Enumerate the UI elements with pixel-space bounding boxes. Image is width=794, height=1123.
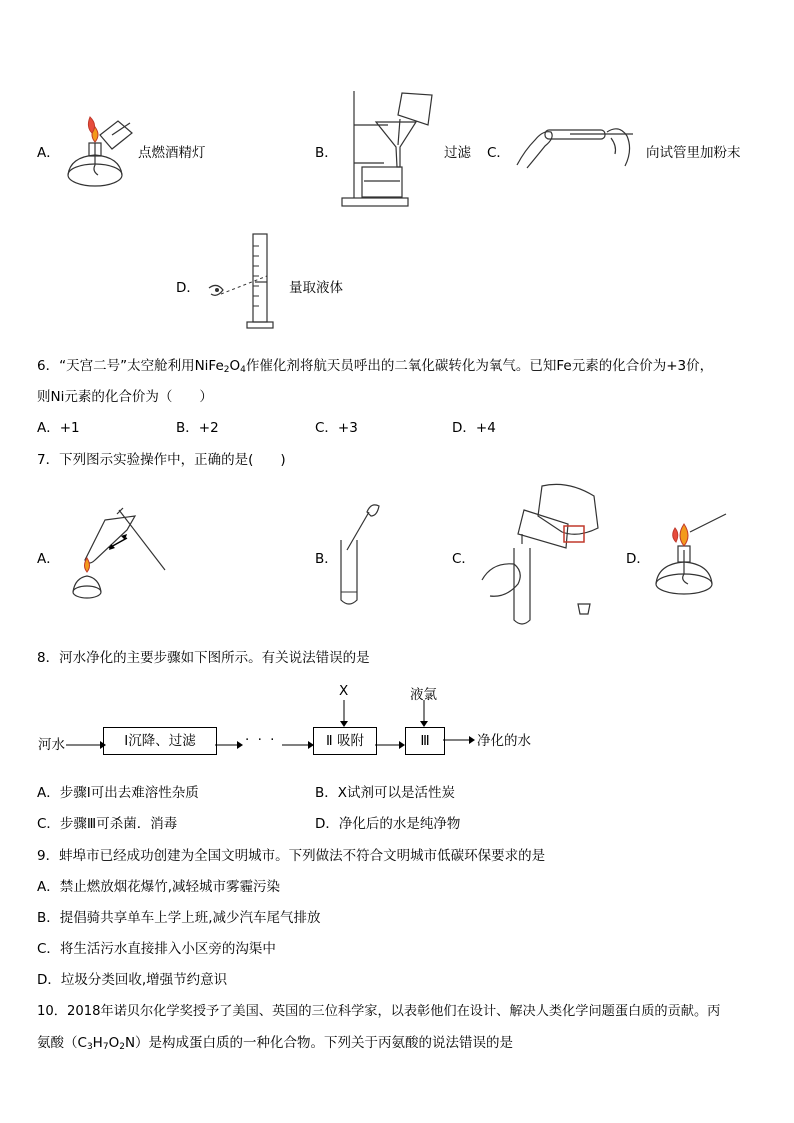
q8-stem: 8．河水净化的主要步骤如下图所示。有关说法错误的是 xyxy=(37,650,370,666)
q10-stem-line2: 氨酸$(C_3H_7O_2N)$是构成蛋白质的一种化合物。下列关于丙氨酸的说法错误的是 xyxy=(37,1035,514,1052)
arrow-down-icon xyxy=(339,700,349,727)
arrow-down-icon xyxy=(419,700,429,727)
q9-option-c: C．将生活污水直接排入小区旁的沟渠中 xyxy=(37,941,276,957)
flow-output-label: 净化的水 xyxy=(477,733,531,749)
q5-option-d-text: 量取液体 xyxy=(289,280,343,296)
q8-option-b: B．X试剂可以是活性炭 xyxy=(315,785,456,801)
q5-option-a-letter: A． xyxy=(37,145,60,161)
q6-option-d: D．+4 xyxy=(452,420,496,436)
measuring-cylinder-reading-illustration xyxy=(205,232,285,332)
q5-option-c-text: 向试管里加粉末 xyxy=(646,145,741,161)
q7-option-b-letter: B． xyxy=(315,551,338,567)
q9-option-d: D．垃圾分类回收,增强节约意识 xyxy=(37,972,228,988)
q5-option-b-text: 过滤 xyxy=(444,145,471,161)
q5-option-d-letter: D． xyxy=(176,280,200,296)
q10-stem-line1: 10．2018年诺贝尔化学奖授予了美国、英国的三位科学家，以表彰他们在设计、解决人类化学问题蛋白质的贡献。丙 xyxy=(37,1004,721,1019)
flow-dots: · · · xyxy=(245,732,277,748)
q6-option-b: B．+2 xyxy=(176,420,219,436)
flow-input-label: 河水 xyxy=(38,737,65,753)
heating-test-tube-illustration xyxy=(65,500,170,610)
dropper-into-test-tube-illustration xyxy=(335,500,385,610)
q7-stem: 7．下列图示实验操作中，正确的是( ) xyxy=(37,452,286,468)
flow-reagent-x: X xyxy=(339,683,349,699)
flow-step-1-box: Ⅰ沉降、过滤 xyxy=(103,727,217,755)
arrow-icon xyxy=(215,740,243,750)
q7-option-c-letter: C． xyxy=(452,551,475,567)
flow-reagent-chlorine: 液氯 xyxy=(410,687,437,703)
q8-option-a: A．步骤Ⅰ可出去难溶性杂质 xyxy=(37,785,199,801)
q8-option-c: C．步骤Ⅲ可杀菌．消毒 xyxy=(37,816,178,832)
q5-option-b-letter: B． xyxy=(315,145,338,161)
q8-option-d: D．净化后的水是纯净物 xyxy=(315,816,461,832)
arrow-icon xyxy=(375,740,405,750)
alcohol-lamp-illustration xyxy=(650,510,730,600)
q5-option-a-text: 点燃酒精灯 xyxy=(138,145,206,161)
q6-stem-line1: 6．“天宫二号”太空舱利用$NiFe_2O_4$作催化剂将航天员呼出的二氧化碳转化为氧气。已知Fe元素的化合价为+3价， xyxy=(37,358,714,375)
pouring-liquid-illustration xyxy=(478,480,608,630)
q7-option-d-letter: D． xyxy=(626,551,650,567)
arrow-icon xyxy=(443,735,475,745)
arrow-icon xyxy=(282,740,314,750)
q9-option-a: A．禁止燃放烟花爆竹,减轻城市雾霾污染 xyxy=(37,879,281,895)
alcohol-lamp-lighting-lamp-illustration xyxy=(60,105,140,190)
q6-stem-line2: 则Ni元素的化合价为（ ） xyxy=(37,389,213,405)
arrow-icon xyxy=(66,740,106,750)
flow-step-3-box: Ⅲ xyxy=(405,727,445,755)
q9-stem: 9．蚌埠市已经成功创建为全国文明城市。下列做法不符合文明城市低碳环保要求的是 xyxy=(37,848,546,864)
q7-option-a-letter: A． xyxy=(37,551,60,567)
flow-step-2-box: Ⅱ 吸附 xyxy=(313,727,377,755)
q5-option-c-letter: C． xyxy=(487,145,510,161)
filtration-apparatus-illustration xyxy=(340,85,435,210)
adding-powder-to-test-tube-illustration xyxy=(515,120,640,170)
q6-option-c: C．+3 xyxy=(315,420,358,436)
q9-option-b: B．提倡骑共享单车上学上班,减少汽车尾气排放 xyxy=(37,910,321,926)
q6-option-a: A．+1 xyxy=(37,420,80,436)
